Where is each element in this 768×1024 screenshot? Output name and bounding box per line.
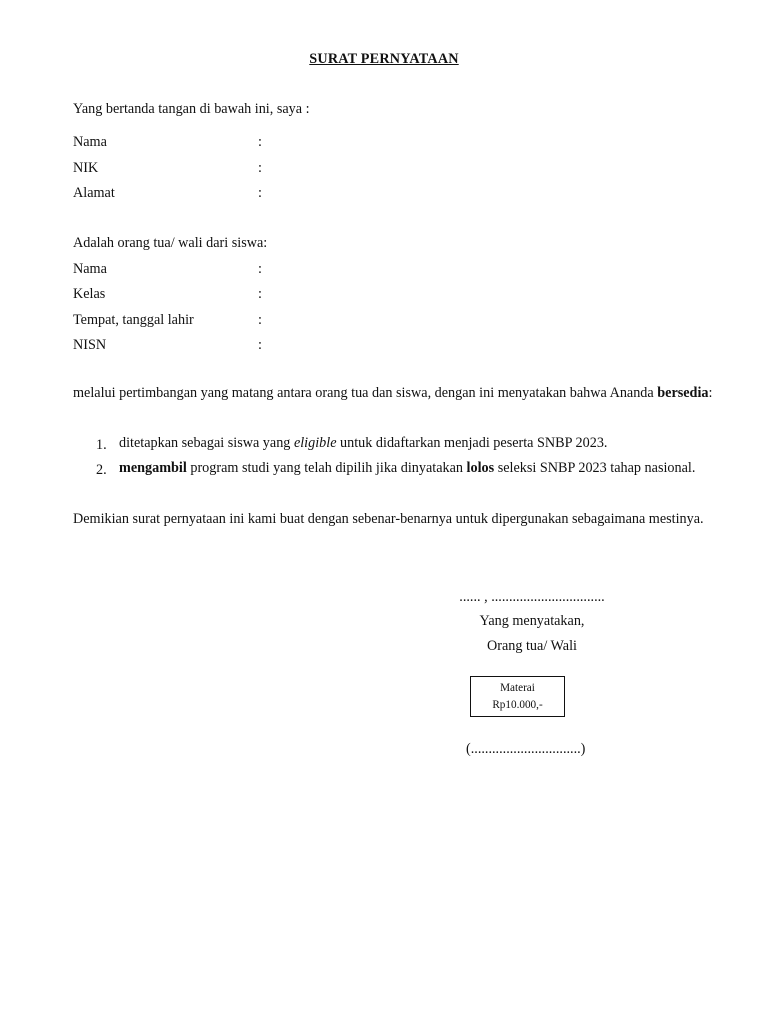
statement-text: melalui pertimbangan yang matang antara orang tua dan siswa, dengan ini menyatakan bahwa Ananda bbox=[73, 385, 658, 401]
student-nisn-colon: : bbox=[258, 337, 262, 353]
student-birth-colon: : bbox=[258, 312, 262, 328]
parent-nik-label: NIK bbox=[73, 160, 99, 176]
list-item-2-bold-1: mengambil bbox=[119, 460, 187, 476]
student-birth-label: Tempat, tanggal lahir bbox=[73, 312, 194, 328]
list-item-1-text bbox=[119, 431, 713, 456]
signature-label-1: Yang menyatakan, bbox=[479, 613, 585, 629]
list-item-1-number: 1. bbox=[96, 437, 107, 453]
list-item-1-italic: eligible bbox=[293, 435, 337, 451]
student-class-label: Kelas bbox=[73, 286, 106, 302]
parent-name-colon: : bbox=[258, 134, 262, 150]
student-name-colon: : bbox=[258, 261, 262, 277]
stamp-box bbox=[470, 676, 565, 717]
student-name-label: Nama bbox=[73, 261, 107, 277]
closing-paragraph: Demikian surat pernyataan ini kami buat dengan sebenar-benarnya untuk dipergunakan sebagaimana mestinya. bbox=[73, 511, 704, 527]
student-intro-text: Adalah orang tua/ wali dari siswa: bbox=[73, 235, 268, 251]
signature-name-line: (...............................) bbox=[466, 741, 586, 757]
list-item-1-part-b: untuk didaftarkan menjadi peserta SNBP 2023. bbox=[336, 435, 608, 451]
student-class-colon: : bbox=[258, 286, 262, 302]
parent-nik-colon: : bbox=[258, 160, 262, 176]
list-item-1-part-a: ditetapkan sebagai siswa yang bbox=[119, 435, 294, 451]
parent-address-colon: : bbox=[258, 185, 262, 201]
intro-text: Yang bertanda tangan di bawah ini, saya : bbox=[73, 101, 310, 117]
place-date-line: ...... , ................................ bbox=[459, 589, 605, 605]
document-title: SURAT PERNYATAAN bbox=[309, 51, 459, 67]
student-nisn-label: NISN bbox=[73, 337, 107, 353]
stamp-label: Materai bbox=[500, 682, 535, 694]
statement-paragraph bbox=[73, 381, 713, 406]
list-item-2-text bbox=[119, 456, 713, 481]
stamp-value: Rp10.000,- bbox=[492, 699, 543, 711]
parent-address-label: Alamat bbox=[73, 185, 115, 201]
list-item-2-part-b: seleksi SNBP 2023 tahap nasional. bbox=[494, 460, 696, 476]
parent-name-label: Nama bbox=[73, 134, 107, 150]
statement-end: : bbox=[708, 385, 713, 401]
signature-label-2: Orang tua/ Wali bbox=[486, 638, 577, 654]
list-item-2-number: 2. bbox=[96, 462, 107, 478]
statement-bold-text: bersedia bbox=[657, 385, 709, 401]
list-item-2-bold-2: lolos bbox=[466, 460, 495, 476]
list-item-2-part-a: program studi yang telah dipilih jika dinyatakan bbox=[186, 460, 467, 476]
